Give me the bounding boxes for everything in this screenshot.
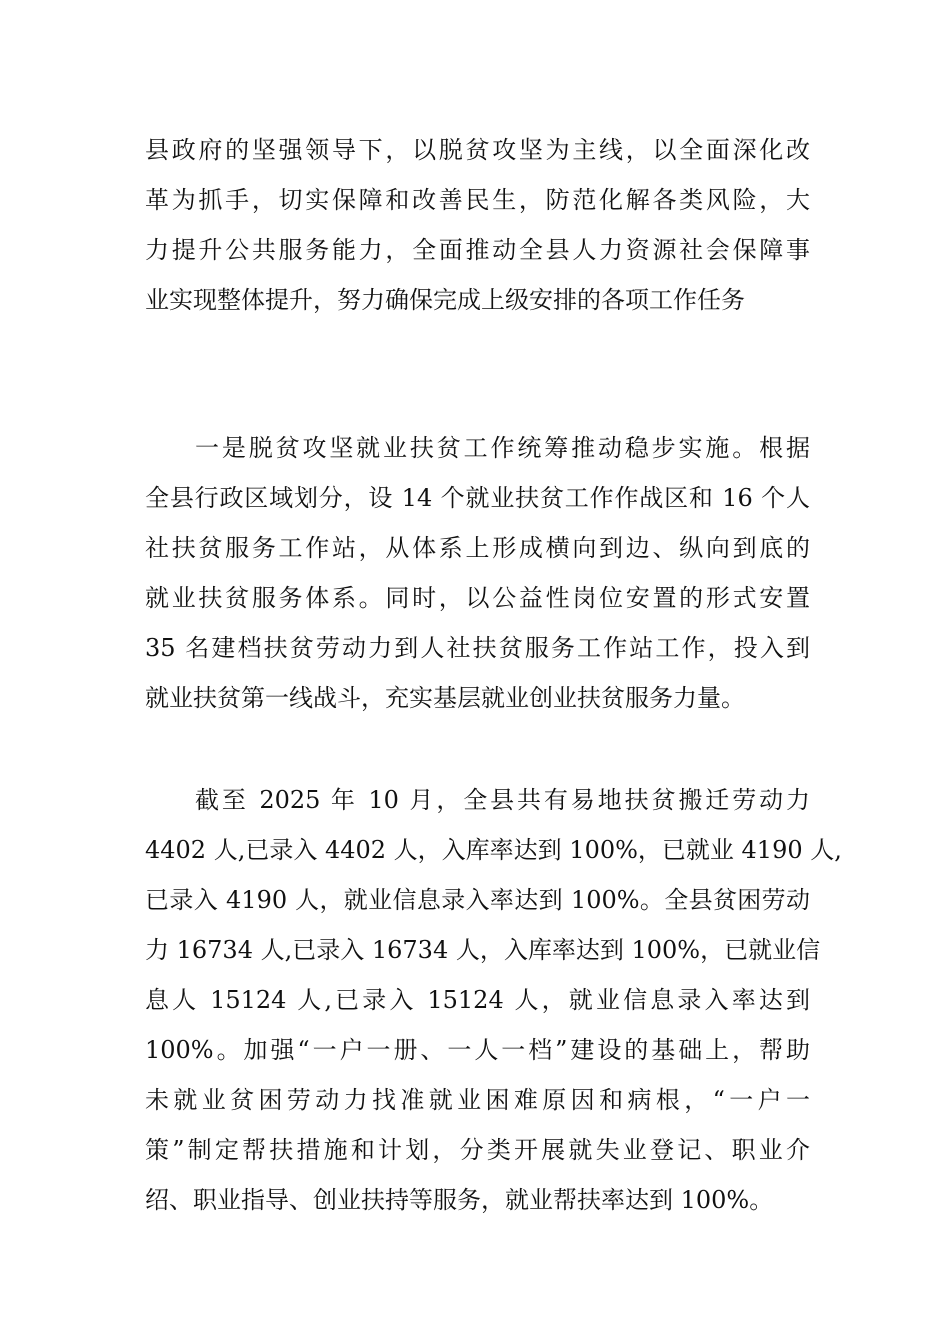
paragraph-2-line: 就业扶贫第一线战斗，充实基层就业创业扶贫服务力量。 bbox=[145, 684, 745, 712]
paragraph-3-line: 力 16734 人,已录入 16734 人，入库率达到 100%，已就业信 bbox=[145, 936, 821, 964]
paragraph-1-line: 革为抓手，切实保障和改善民生，防范化解各类风险，大 bbox=[145, 186, 810, 214]
paragraph-2-line: 全县行政区域划分，设 14 个就业扶贫工作作战区和 16 个人 bbox=[145, 484, 810, 512]
paragraph-1-line: 县政府的坚强领导下，以脱贫攻坚为主线，以全面深化改 bbox=[145, 136, 810, 164]
paragraph-3-line: 绍、职业指导、创业扶持等服务，就业帮扶率达到 100%。 bbox=[145, 1186, 774, 1214]
paragraph-3-line: 截至 2025 年 10 月，全县共有易地扶贫搬迁劳动力 bbox=[195, 786, 810, 814]
paragraph-2-line: 一是脱贫攻坚就业扶贫工作统筹推动稳步实施。根据 bbox=[195, 434, 810, 462]
paragraph-1-line: 业实现整体提升，努力确保完成上级安排的各项工作任务 bbox=[145, 286, 745, 314]
paragraph-3-line: 已录入 4190 人，就业信息录入率达到 100%。全县贫困劳动 bbox=[145, 886, 810, 914]
paragraph-2-line: 就业扶贫服务体系。同时，以公益性岗位安置的形式安置 bbox=[145, 584, 810, 612]
paragraph-1-line: 力提升公共服务能力，全面推动全县人力资源社会保障事 bbox=[145, 236, 810, 264]
paragraph-2-line: 社扶贫服务工作站，从体系上形成横向到边、纵向到底的 bbox=[145, 534, 810, 562]
paragraph-3-line: 策”制定帮扶措施和计划，分类开展就失业登记、职业介 bbox=[145, 1136, 810, 1164]
paragraph-3-line: 4402 人,已录入 4402 人，入库率达到 100%，已就业 4190 人, bbox=[145, 836, 842, 864]
paragraph-3-line: 100%。加强“一户一册、一人一档”建设的基础上，帮助 bbox=[145, 1036, 810, 1064]
paragraph-3-line: 息人 15124 人,已录入 15124 人，就业信息录入率达到 bbox=[145, 986, 810, 1014]
paragraph-2-line: 35 名建档扶贫劳动力到人社扶贫服务工作站工作，投入到 bbox=[145, 634, 810, 662]
paragraph-3-line: 未就业贫困劳动力找准就业困难原因和病根，“一户一 bbox=[145, 1086, 810, 1114]
